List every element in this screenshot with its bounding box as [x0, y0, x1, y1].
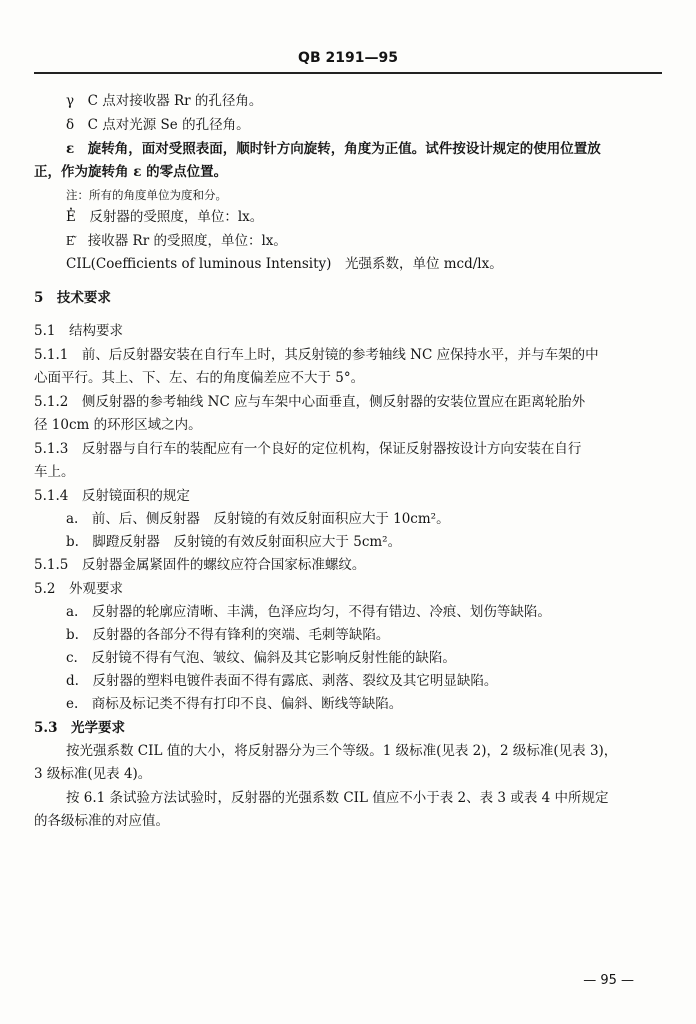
standard-code-header: QB 2191—95: [298, 50, 398, 66]
clause-5-1-3-line-2: 车上。: [34, 464, 75, 480]
symbol-gamma: γ C 点对接收器 Rr 的孔径角。: [66, 93, 263, 109]
symbol-cil: CIL(Coefficients of luminous Intensity) 光强系数，单位 mcd/lx。: [66, 256, 503, 272]
clause-5-3-para-2-line-2: 的各级标准的对应值。: [34, 813, 169, 829]
symbol-epsilon-line-2: 正，作为旋转角 ε 的零点位置。: [34, 164, 228, 180]
clause-5-1-2-line-2: 径 10cm 的环形区域之内。: [34, 417, 202, 433]
symbol-e-receiver: E͂ 接收器 Rr 的受照度，单位：lx。: [66, 233, 287, 249]
clause-5-2-item-b: b. 反射器的各部分不得有锋利的突端、毛刺等缺陷。: [66, 627, 390, 643]
clause-5-1-2-line-1: 5.1.2 侧反射器的参考轴线 NC 应与车架中心面垂直，侧反射器的安装位置应在距离轮胎外: [34, 394, 586, 410]
clause-5-3-para-1-line-2: 3 级标准(见表 4)。: [34, 766, 152, 782]
clause-5-2-item-d: d. 反射器的塑料电镀件表面不得有露底、剥落、裂纹及其它明显缺陷。: [66, 673, 498, 689]
clause-5-1-5: 5.1.5 反射器金属紧固件的螺纹应符合国家标准螺纹。: [34, 557, 366, 573]
clause-5-1-4-item-a: a. 前、后、侧反射器 反射镜的有效反射面积应大于 10cm²。: [66, 511, 450, 527]
header-rule: [34, 72, 662, 74]
symbol-epsilon-line-1: ε 旋转角，面对受照表面，顺时针方向旋转，角度为正值。试件按设计规定的使用位置放: [66, 141, 601, 157]
clause-5-3-para-1-line-1: 按光强系数 CIL 值的大小，将反射器分为三个等级。1 级标准(见表 2)，2 级标准(见表 3)，: [66, 743, 618, 759]
symbol-delta: δ C 点对光源 Se 的孔径角。: [66, 117, 250, 133]
heading-5-2: 5.2 外观要求: [34, 581, 123, 597]
angle-unit-note: 注：所有的角度单位为度和分。: [66, 188, 227, 202]
clause-5-2-item-e: e. 商标及标记类不得有打印不良、偏斜、断线等缺陷。: [66, 696, 403, 712]
clause-5-2-item-a: a. 反射器的轮廓应清晰、丰满，色泽应均匀，不得有错边、冷痕、划伤等缺陷。: [66, 604, 551, 620]
clause-5-1-3-line-1: 5.1.3 反射器与自行车的装配应有一个良好的定位机构，保证反射器按设计方向安装在自行: [34, 441, 582, 457]
clause-5-1-4: 5.1.4 反射镜面积的规定: [34, 488, 190, 504]
heading-5-3: 5.3 光学要求: [34, 720, 125, 736]
clause-5-1-4-item-b: b. 脚蹬反射器 反射镜的有效反射面积应大于 5cm²。: [66, 534, 402, 550]
clause-5-3-para-2-line-1: 按 6.1 条试验方法试验时，反射器的光强系数 CIL 值应不小于表 2、表 3 或表 4 中所规定: [66, 790, 609, 806]
clause-5-2-item-c: c. 反射镜不得有气泡、皱纹、偏斜及其它影响反射性能的缺陷。: [66, 650, 456, 666]
clause-5-1-1-line-1: 5.1.1 前、后反射器安装在自行车上时，其反射镜的参考轴线 NC 应保持水平，并与车架的中: [34, 347, 599, 363]
symbol-e-reflector: E̓ 反射器的受照度，单位：lx。: [66, 209, 264, 225]
section-heading-5: 5 技术要求: [34, 290, 111, 306]
clause-5-1-1-line-2: 心面平行。其上、下、左、右的角度偏差应不大于 5°。: [34, 370, 365, 386]
heading-5-1: 5.1 结构要求: [34, 323, 123, 339]
page-number: — 95 —: [583, 973, 634, 988]
